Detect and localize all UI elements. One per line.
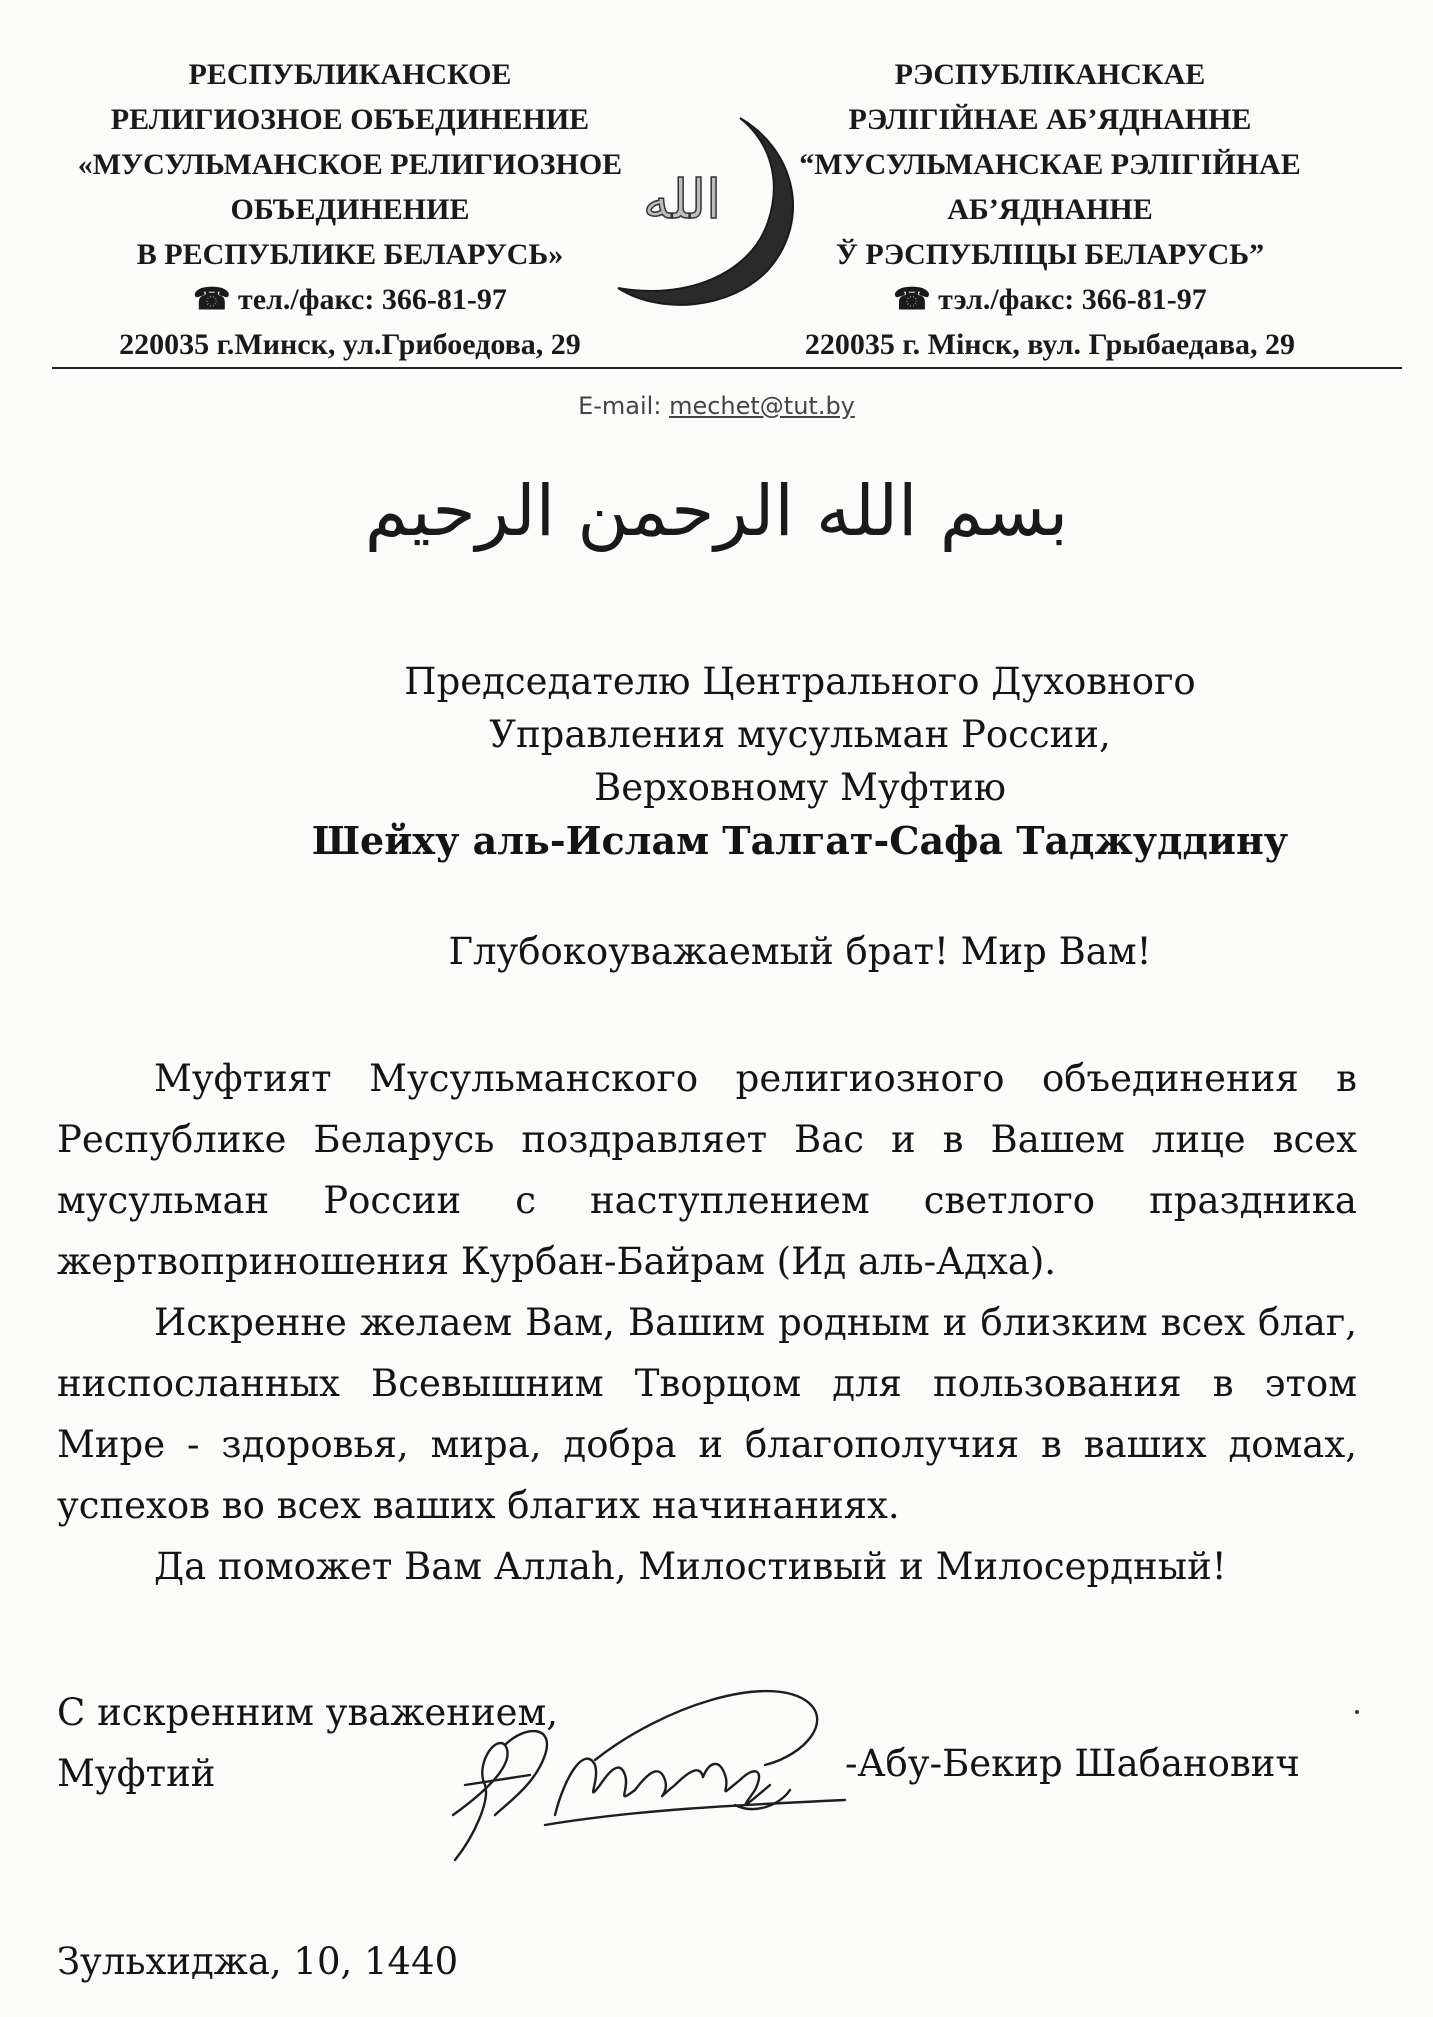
addressee-line: Верховному Муфтию (594, 766, 1006, 809)
header-left-address: 220035 г.Минск, ул.Грибоедова, 29 (119, 328, 581, 361)
handwritten-signature-icon (435, 1665, 855, 1880)
closing-line: С искренним уважением, (57, 1691, 559, 1734)
signatory-name: -Абу-Бекир Шабанович (845, 1742, 1300, 1785)
header-left-phone: ☎ тел./факс: 366-81-97 (193, 283, 507, 316)
addressee-line: Управления мусульман России, (489, 713, 1111, 756)
header-right-line: Ў РЭСПУБЛІЦЫ БЕЛАРУСЬ” (835, 238, 1265, 271)
addressee-block (300, 655, 1300, 867)
body-paragraph: Муфтият Мусульманского религиозного объединения в Республике Беларусь поздравляет Вас и в Вашем лице всех мусульман России с наступлением светлого праздника жертвоприношения Курбан-Байрам (Ид аль-Адха). (57, 1057, 1357, 1283)
header-left-line: РЕСПУБЛИКАНСКОЕ (188, 58, 512, 91)
greeting: Глубокоуважаемый брат! Мир Вам! (448, 930, 1152, 973)
scan-speck (1355, 1710, 1359, 1714)
email-label: E-mail: (578, 392, 670, 420)
header-divider (52, 367, 1402, 369)
header-right-address: 220035 г. Мінск, вул. Грыбаедава, 29 (804, 328, 1296, 361)
email-link[interactable]: mechet@tut.by (669, 392, 855, 420)
email-line (0, 392, 1433, 420)
header-left-line: ОБЪЕДИНЕНИЕ (230, 193, 470, 226)
addressee-name: Шейху аль-Ислам Талгат-Сафа Таджуддину (311, 818, 1289, 863)
header-right-line: “МУСУЛЬМАНСКАЕ РЭЛІГІЙНАЕ (799, 148, 1301, 181)
letter-body (57, 1048, 1357, 1597)
closing-title: Муфтий (57, 1752, 216, 1795)
header-right-line: РЭСПУБЛІКАНСКАЕ (894, 58, 1206, 91)
header-right-line: РЭЛІГІЙНАЕ АБ’ЯДНАННЕ (848, 103, 1252, 136)
header-left-line: РЕЛИГИОЗНОЕ ОБЪЕДИНЕНИЕ (110, 103, 590, 136)
logo-calligraphy: الله (642, 168, 722, 231)
addressee-line: Председателю Центрального Духовного (404, 660, 1196, 703)
body-paragraph: Да поможет Вам Аллаh, Милостивый и Милосердный! (154, 1545, 1227, 1588)
body-paragraph: Искренне желаем Вам, Вашим родным и близким всех благ, ниспосланных Всевышним Творцом для пользования в этом Мире - здоровья, мира, добра и благополучия в ваших домах, успехов во всех ваших благих начинаниях. (57, 1301, 1357, 1527)
header-left-line: В РЕСПУБЛИКЕ БЕЛАРУСЬ» (136, 238, 564, 271)
letter-date: Зульхиджа, 10, 1440 (57, 1940, 459, 1983)
header-left-line: «МУСУЛЬМАНСКОЕ РЕЛИГИОЗНОЕ (77, 148, 623, 181)
header-left-block (70, 52, 630, 367)
header-right-block (770, 52, 1330, 367)
basmala: بسم الله الرحمن الرحيم (364, 470, 1069, 552)
header-right-phone: ☎ тэл./факс: 366-81-97 (893, 283, 1207, 316)
header-right-line: АБ’ЯДНАННЕ (947, 193, 1153, 226)
crescent-logo-icon (590, 110, 820, 310)
